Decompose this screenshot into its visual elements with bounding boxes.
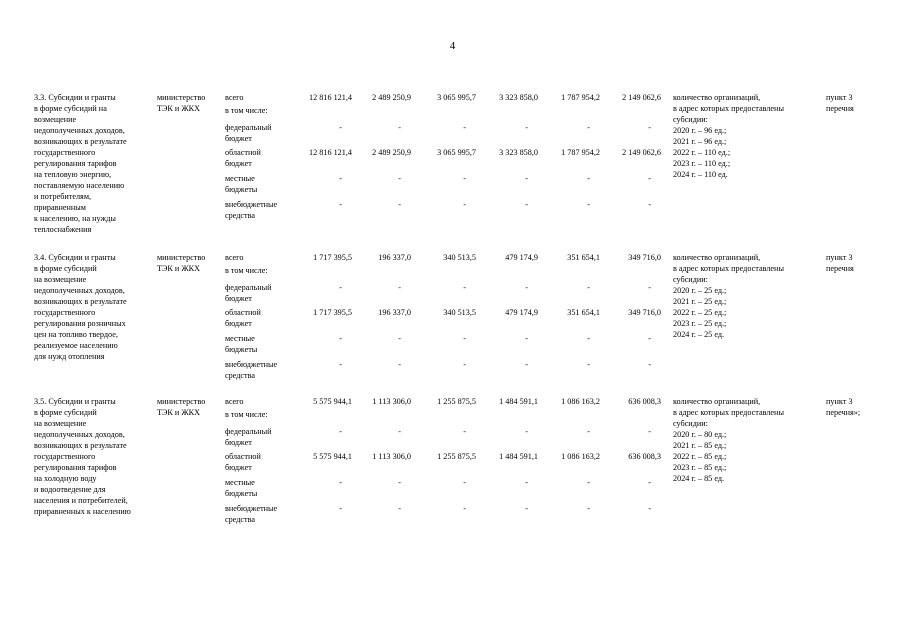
responsible-executor-line: министерство: [157, 93, 206, 102]
measure-description-line: государственного: [34, 308, 96, 317]
amount-cell: -: [648, 123, 651, 132]
reference-note: [826, 396, 860, 418]
measure-description-line: на возмещение: [34, 275, 87, 284]
measure-description: [34, 92, 127, 235]
funding-source-label-line: внебюджетные: [225, 200, 278, 209]
amount-cell: -: [463, 123, 466, 132]
funding-source-label-line: средства: [225, 515, 256, 524]
measure-description: [34, 252, 127, 362]
result-indicator-line: субсидии:: [673, 275, 708, 284]
funding-source-label-line: в том числе:: [225, 410, 268, 419]
amount-cell: 12 816 121,4: [309, 93, 352, 102]
reference-note-line: пункт 3: [826, 253, 853, 262]
amount-cell: -: [463, 334, 466, 343]
responsible-executor: [157, 252, 205, 274]
measure-description-line: регулирования розничных: [34, 319, 126, 328]
amount-cell: 636 008,3: [628, 397, 661, 406]
measure-description-line: приравненных к населению: [34, 507, 131, 516]
result-indicator-line: 2024 г. – 110 ед.: [673, 170, 728, 179]
result-indicator-line: 2024 г. – 85 ед.: [673, 474, 725, 483]
responsible-executor: [157, 92, 205, 114]
result-indicator-line: 2023 г. – 25 ед.;: [673, 319, 727, 328]
amount-cell: -: [398, 200, 401, 209]
amount-cell: -: [339, 334, 342, 343]
amount-cell: -: [339, 360, 342, 369]
result-indicator: [673, 252, 784, 340]
funding-source-label-line: бюджеты: [225, 185, 258, 194]
measure-description-line: 3.5. Субсидии и гранты: [34, 397, 116, 406]
result-indicator-line: 2022 г. – 110 ед.;: [673, 148, 731, 157]
amount-cell: 12 816 121,4: [309, 148, 352, 157]
measure-description-line: поставляемую населению: [34, 181, 125, 190]
funding-source-label-line: бюджет: [225, 159, 252, 168]
amount-cell: -: [648, 334, 651, 343]
reference-note-line: пункт 3: [826, 93, 853, 102]
amount-cell: -: [463, 200, 466, 209]
funding-source-label-line: бюджет: [225, 438, 252, 447]
amount-cell: -: [525, 427, 528, 436]
result-indicator-line: количество организаций,: [673, 397, 761, 406]
amount-cell: -: [463, 360, 466, 369]
responsible-executor-line: ТЭК и ЖКХ: [157, 104, 201, 113]
result-indicator: [673, 396, 784, 484]
amount-cell: -: [648, 174, 651, 183]
amount-cell: 2 489 250,9: [372, 93, 411, 102]
result-indicator-line: 2020 г. – 25 ед.;: [673, 286, 727, 295]
amount-cell: -: [587, 174, 590, 183]
amount-cell: -: [648, 478, 651, 487]
funding-source-label-line: местные: [225, 478, 255, 487]
measure-description-line: возникающих в результате: [34, 297, 127, 306]
funding-source-label-line: федеральный: [225, 427, 272, 436]
amount-cell: -: [339, 200, 342, 209]
funding-source-label-line: федеральный: [225, 283, 272, 292]
amount-cell: -: [587, 200, 590, 209]
amount-cell: 1 113 306,0: [372, 452, 411, 461]
amount-cell: -: [339, 123, 342, 132]
amount-cell: 1 086 163,2: [561, 397, 600, 406]
reference-note: [826, 92, 854, 114]
amount-cell: -: [463, 478, 466, 487]
measure-description-line: в форме субсидий: [34, 264, 97, 273]
amount-cell: 5 575 944,1: [313, 452, 352, 461]
measure-description-line: недополученных доходов,: [34, 286, 125, 295]
amount-cell: 340 513,5: [443, 308, 476, 317]
result-indicator-line: в адрес которых предоставлены: [673, 104, 784, 113]
result-indicator-line: 2020 г. – 80 ед.;: [673, 430, 727, 439]
measure-description-line: в форме субсидий на: [34, 104, 107, 113]
measure-description-line: на холодную воду: [34, 474, 97, 483]
reference-note-line: перечня: [826, 264, 854, 273]
reference-note: [826, 252, 854, 274]
funding-source-label-line: средства: [225, 371, 256, 380]
amount-cell: 1 255 875,5: [437, 397, 476, 406]
measure-description-line: и потребителям,: [34, 192, 92, 201]
amount-cell: 1 113 306,0: [372, 397, 411, 406]
amount-cell: -: [339, 174, 342, 183]
funding-source-label-line: всего: [225, 397, 244, 406]
amount-cell: -: [648, 283, 651, 292]
measure-description-line: регулирования тарифов: [34, 159, 117, 168]
amount-cell: 196 337,0: [378, 308, 411, 317]
funding-source-label: [225, 252, 243, 263]
funding-source-label-line: внебюджетные: [225, 504, 278, 513]
funding-source-label-line: бюджеты: [225, 489, 258, 498]
funding-source-label-line: областной: [225, 308, 261, 317]
responsible-executor-line: министерство: [157, 253, 206, 262]
amount-cell: 5 575 944,1: [313, 397, 352, 406]
funding-source-label-line: всего: [225, 253, 244, 262]
amount-cell: -: [525, 334, 528, 343]
result-indicator-line: субсидии:: [673, 419, 708, 428]
amount-cell: 351 654,1: [567, 253, 600, 262]
amount-cell: -: [648, 504, 651, 513]
result-indicator-line: количество организаций,: [673, 93, 761, 102]
amount-cell: -: [463, 283, 466, 292]
result-indicator-line: количество организаций,: [673, 253, 761, 262]
measure-description-line: возмещение: [34, 115, 77, 124]
funding-source-label-line: областной: [225, 148, 261, 157]
measure-description-line: 3.4. Субсидии и гранты: [34, 253, 116, 262]
measure-description-line: к населению, на нужды: [34, 214, 116, 223]
amount-cell: -: [525, 174, 528, 183]
amount-cell: -: [648, 360, 651, 369]
responsible-executor-line: ТЭК и ЖКХ: [157, 408, 201, 417]
amount-cell: 349 716,0: [628, 253, 661, 262]
amount-cell: -: [463, 174, 466, 183]
responsible-executor-line: министерство: [157, 397, 206, 406]
measure-description-line: и водоотведение для: [34, 485, 106, 494]
amount-cell: -: [525, 360, 528, 369]
amount-cell: 3 065 995,7: [437, 93, 476, 102]
amount-cell: -: [525, 504, 528, 513]
funding-source-label-line: бюджеты: [225, 345, 258, 354]
measure-description-line: цен на топливо твердое,: [34, 330, 118, 339]
amount-cell: -: [398, 123, 401, 132]
measure-description-line: недополученных доходов,: [34, 430, 125, 439]
responsible-executor-line: ТЭК и ЖКХ: [157, 264, 201, 273]
funding-source-label: [225, 396, 243, 407]
funding-source-label: [225, 265, 268, 276]
result-indicator-line: 2023 г. – 110 ед.;: [673, 159, 731, 168]
amount-cell: 1 717 395,5: [313, 308, 352, 317]
funding-source-label-line: в том числе:: [225, 266, 268, 275]
amount-cell: -: [525, 478, 528, 487]
amount-cell: -: [587, 478, 590, 487]
page-number: 4: [449, 40, 456, 52]
amount-cell: 3 323 858,0: [499, 148, 538, 157]
funding-source-label-line: федеральный: [225, 123, 272, 132]
amount-cell: -: [463, 427, 466, 436]
funding-source-label-line: областной: [225, 452, 261, 461]
reference-note-line: перечня: [826, 104, 854, 113]
funding-source-label-line: местные: [225, 334, 255, 343]
amount-cell: -: [398, 283, 401, 292]
amount-cell: -: [525, 123, 528, 132]
result-indicator-line: в адрес которых предоставлены: [673, 264, 784, 273]
funding-source-label: [225, 451, 261, 473]
amount-cell: 479 174,9: [505, 308, 538, 317]
amount-cell: -: [398, 360, 401, 369]
measure-description-line: регулирования тарифов: [34, 463, 117, 472]
amount-cell: -: [525, 283, 528, 292]
measure-description-line: на возмещение: [34, 419, 87, 428]
measure-description-line: в форме субсидий: [34, 408, 97, 417]
measure-description: [34, 396, 131, 517]
funding-source-label-line: местные: [225, 174, 255, 183]
funding-source-label-line: средства: [225, 211, 256, 220]
amount-cell: -: [587, 123, 590, 132]
amount-cell: 479 174,9: [505, 253, 538, 262]
amount-cell: 1 787 954,2: [561, 93, 600, 102]
amount-cell: 340 513,5: [443, 253, 476, 262]
measure-description-line: государственного: [34, 148, 96, 157]
amount-cell: 3 323 858,0: [499, 93, 538, 102]
amount-cell: -: [587, 427, 590, 436]
amount-cell: -: [587, 283, 590, 292]
amount-cell: -: [339, 478, 342, 487]
amount-cell: 3 065 995,7: [437, 148, 476, 157]
funding-source-label: [225, 147, 261, 169]
amount-cell: -: [587, 334, 590, 343]
amount-cell: 349 716,0: [628, 308, 661, 317]
amount-cell: 351 654,1: [567, 308, 600, 317]
amount-cell: -: [339, 283, 342, 292]
reference-note-line: пункт 3: [826, 397, 853, 406]
measure-description-line: недополученных доходов,: [34, 126, 125, 135]
measure-description-line: приравненным: [34, 203, 86, 212]
amount-cell: 636 008,3: [628, 452, 661, 461]
result-indicator-line: 2023 г. – 85 ед.;: [673, 463, 727, 472]
funding-source-label-line: бюджет: [225, 463, 252, 472]
amount-cell: -: [398, 427, 401, 436]
measure-description-line: 3.3. Субсидии и гранты: [34, 93, 116, 102]
result-indicator-line: в адрес которых предоставлены: [673, 408, 784, 417]
amount-cell: -: [525, 200, 528, 209]
result-indicator-line: 2022 г. – 85 ед.;: [673, 452, 727, 461]
funding-source-label: [225, 307, 261, 329]
funding-source-label: [225, 409, 268, 420]
amount-cell: -: [398, 334, 401, 343]
amount-cell: -: [648, 200, 651, 209]
funding-source-label-line: всего: [225, 93, 244, 102]
amount-cell: -: [587, 360, 590, 369]
funding-source-label: [225, 105, 268, 116]
result-indicator-line: 2021 г. – 85 ед.;: [673, 441, 727, 450]
measure-description-line: реализуемое населению: [34, 341, 118, 350]
measure-description-line: населения и потребителей,: [34, 496, 128, 505]
amount-cell: 2 149 062,6: [622, 148, 661, 157]
amount-cell: -: [648, 427, 651, 436]
result-indicator-line: 2021 г. – 25 ед.;: [673, 297, 727, 306]
amount-cell: 1 484 591,1: [499, 397, 538, 406]
funding-source-label-line: в том числе:: [225, 106, 268, 115]
amount-cell: -: [398, 478, 401, 487]
measure-description-line: теплоснабжения: [34, 225, 92, 234]
amount-cell: -: [398, 174, 401, 183]
amount-cell: 1 717 395,5: [313, 253, 352, 262]
measure-description-line: государственного: [34, 452, 96, 461]
amount-cell: 2 489 250,9: [372, 148, 411, 157]
amount-cell: 1 484 591,1: [499, 452, 538, 461]
amount-cell: -: [587, 504, 590, 513]
funding-source-label-line: бюджет: [225, 294, 252, 303]
funding-source-label-line: бюджет: [225, 134, 252, 143]
amount-cell: 1 255 875,5: [437, 452, 476, 461]
result-indicator-line: 2024 г. – 25 ед.: [673, 330, 725, 339]
amount-cell: -: [463, 504, 466, 513]
result-indicator-line: 2020 г. – 96 ед.;: [673, 126, 727, 135]
result-indicator-line: 2021 г. – 96 ед.;: [673, 137, 727, 146]
funding-source-label-line: внебюджетные: [225, 360, 278, 369]
measure-description-line: возникающих в результате: [34, 137, 127, 146]
funding-source-label-line: бюджет: [225, 319, 252, 328]
amount-cell: -: [398, 504, 401, 513]
amount-cell: 196 337,0: [378, 253, 411, 262]
measure-description-line: на тепловую энергию,: [34, 170, 112, 179]
result-indicator-line: субсидии:: [673, 115, 708, 124]
reference-note-line: перечня»;: [826, 408, 861, 417]
result-indicator: [673, 92, 784, 180]
measure-description-line: возникающих в результате: [34, 441, 127, 450]
responsible-executor: [157, 396, 205, 418]
amount-cell: -: [339, 504, 342, 513]
amount-cell: 1 086 163,2: [561, 452, 600, 461]
amount-cell: 2 149 062,6: [622, 93, 661, 102]
amount-cell: 1 787 954,2: [561, 148, 600, 157]
amount-cell: -: [339, 427, 342, 436]
measure-description-line: для нужд отопления: [34, 352, 105, 361]
funding-source-label: [225, 92, 243, 103]
result-indicator-line: 2022 г. – 25 ед.;: [673, 308, 727, 317]
